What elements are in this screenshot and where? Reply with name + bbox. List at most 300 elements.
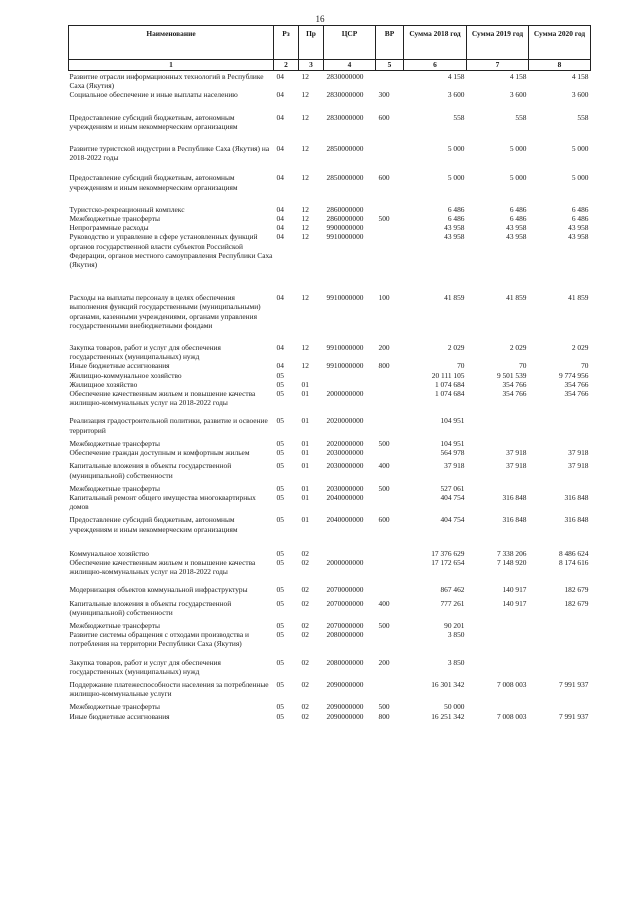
cell-sum-2018: 104 951	[440, 416, 465, 426]
cell-csr: 2040000000	[326, 492, 364, 502]
cell-vr	[376, 493, 404, 511]
cell-name: Капитальный ремонт общего имущества многоквартирных домов	[69, 492, 256, 512]
cell-rz: 05	[276, 515, 284, 525]
cell-rz: 05	[276, 448, 284, 458]
cell-csr: 2080000000	[326, 657, 364, 667]
cell-sum-2018: 2 029	[447, 343, 465, 353]
cell-vr	[376, 576, 404, 594]
col-header-rz: Рз	[274, 26, 299, 60]
table-row	[69, 595, 591, 617]
cell-sum-2019: 9 501 539	[496, 370, 527, 380]
cell-sum-2018: 5 000	[447, 144, 465, 154]
cell-sum-2020	[529, 649, 591, 676]
cell-sum-2018: 17 376 629	[431, 548, 465, 558]
cell-name: Межбюджетные трансферты	[69, 438, 160, 448]
cell-sum-2019: 2 029	[509, 343, 527, 353]
cell-pr: 12	[301, 204, 309, 214]
cell-rz: 05	[276, 461, 284, 471]
cell-rz: 04	[276, 112, 284, 122]
cell-sum-2020: 2 029	[571, 343, 589, 353]
cell-sum-2020: 70	[581, 361, 589, 371]
cell-sum-2018: 16 251 342	[431, 711, 465, 721]
cell-csr: 2090000000	[326, 711, 364, 721]
cell-sum-2018: 404 754	[440, 515, 465, 525]
cell-pr: 01	[301, 448, 309, 458]
cell-sum-2019: 140 917	[502, 598, 527, 608]
cell-name: Иные бюджетные ассигнования	[69, 711, 170, 721]
cell-sum-2018: 564 978	[440, 448, 465, 458]
cell-sum-2020	[529, 630, 591, 648]
cell-vr	[376, 534, 404, 558]
cell-sum-2020: 37 918	[568, 461, 589, 471]
cell-sum-2018: 17 172 654	[431, 557, 465, 567]
col-number: 1	[69, 60, 274, 71]
cell-rz: 04	[276, 232, 284, 242]
cell-sum-2019: 7 008 003	[496, 711, 527, 721]
cell-sum-2019: 4 158	[509, 72, 527, 81]
cell-rz: 05	[276, 679, 284, 689]
cell-sum-2020: 316 848	[564, 492, 589, 502]
cell-csr: 2020000000	[326, 416, 364, 426]
table-row	[69, 712, 591, 721]
cell-sum-2018: 16 301 342	[431, 679, 465, 689]
cell-name: Межбюджетные трансферты	[69, 702, 160, 712]
cell-sum-2019: 354 766	[502, 379, 527, 389]
cell-sum-2019	[467, 435, 529, 448]
cell-vr	[376, 232, 404, 269]
col-number: 4	[324, 60, 376, 71]
cell-sum-2020	[529, 617, 591, 630]
cell-sum-2020: 5 000	[571, 144, 589, 154]
cell-sum-2019	[467, 617, 529, 630]
cell-sum-2018: 558	[453, 112, 465, 122]
cell-csr: 2090000000	[326, 679, 364, 689]
cell-vr	[376, 389, 404, 407]
table-row	[69, 214, 591, 223]
table-row	[69, 676, 591, 698]
cell-rz: 05	[276, 585, 284, 595]
cell-rz: 04	[276, 204, 284, 214]
cell-name: Поддержание платежеспособности населения за потребленные жилищно-коммунальные услуги	[69, 679, 269, 699]
cell-pr: 12	[301, 223, 309, 233]
cell-vr: 400	[378, 461, 390, 471]
cell-sum-2018: 90 201	[444, 620, 465, 630]
cell-vr: 400	[378, 598, 390, 608]
cell-vr	[376, 371, 404, 380]
cell-csr: 2030000000	[326, 461, 364, 471]
cell-sum-2020: 37 918	[568, 448, 589, 458]
cell-name: Жилищно-коммунальное хозяйство	[69, 370, 182, 380]
header-row	[69, 26, 591, 60]
cell-name: Капитальные вложения в объекты государственной (муниципальной) собственности	[69, 461, 232, 480]
cell-vr: 200	[378, 343, 390, 353]
cell-csr: 2860000000	[326, 214, 364, 224]
cell-rz: 05	[276, 598, 284, 608]
col-header-vr: ВР	[376, 26, 404, 60]
cell-pr: 02	[301, 548, 309, 558]
table-row	[69, 90, 591, 99]
cell-csr: 2000000000	[326, 557, 364, 567]
cell-rz: 04	[276, 343, 284, 353]
cell-sum-2019: 43 958	[506, 232, 527, 242]
cell-sum-2018: 50 000	[444, 702, 465, 712]
cell-vr: 100	[378, 293, 390, 303]
cell-csr	[324, 371, 376, 380]
table-row	[69, 380, 591, 389]
cell-sum-2020: 41 859	[568, 293, 589, 303]
cell-sum-2018: 3 850	[447, 630, 465, 640]
table-row	[69, 371, 591, 380]
cell-name: Обеспечение граждан доступным и комфортным жильем	[69, 448, 250, 458]
table-row	[69, 162, 591, 191]
cell-sum-2019: 6 486	[509, 214, 527, 224]
cell-sum-2018: 41 859	[444, 293, 465, 303]
cell-pr: 01	[301, 416, 309, 426]
cell-sum-2019: 37 918	[506, 448, 527, 458]
cell-sum-2018: 777 261	[440, 598, 465, 608]
cell-sum-2020: 43 958	[568, 223, 589, 233]
cell-pr: 02	[301, 620, 309, 630]
cell-sum-2020: 7 991 937	[558, 711, 589, 721]
cell-sum-2020: 182 679	[564, 585, 589, 595]
cell-name: Социальное обеспечение и иные выплаты населению	[69, 90, 238, 100]
cell-sum-2020: 6 486	[571, 204, 589, 214]
cell-pr: 02	[301, 557, 309, 567]
cell-sum-2020: 182 679	[564, 598, 589, 608]
cell-rz: 05	[276, 657, 284, 667]
table-row	[69, 389, 591, 407]
cell-sum-2019: 70	[519, 361, 527, 371]
table-row	[69, 448, 591, 457]
cell-pr: 12	[301, 112, 309, 122]
cell-name: Предоставление субсидий бюджетным, автономным учреждениям и иным некоммерческим организациям	[69, 112, 238, 131]
cell-rz: 04	[276, 223, 284, 233]
cell-rz: 05	[276, 557, 284, 567]
table-row	[69, 131, 591, 162]
cell-sum-2018: 1 074 684	[434, 379, 465, 389]
table-row	[69, 361, 591, 370]
cell-csr: 9900000000	[326, 223, 364, 233]
table-row	[69, 100, 591, 131]
cell-vr: 200	[378, 657, 390, 667]
cell-pr: 01	[301, 461, 309, 471]
cell-name: Межбюджетные трансферты	[69, 214, 160, 224]
cell-csr: 9910000000	[326, 232, 364, 242]
table-row	[69, 435, 591, 448]
cell-csr: 2850000000	[326, 173, 364, 183]
col-number: 2	[274, 60, 299, 71]
budget-table	[68, 25, 591, 721]
col-header-sum-2018: Сумма 2018 год	[404, 26, 467, 60]
col-number: 3	[299, 60, 324, 71]
cell-name: Обеспечение качественным жильем и повышение качества жилищно-коммунальных услуг на 2018-2022 годы	[69, 389, 256, 408]
cell-sum-2020: 354 766	[564, 379, 589, 389]
cell-pr	[299, 371, 324, 380]
cell-name: Непрограммные расходы	[69, 223, 149, 233]
cell-rz: 05	[276, 492, 284, 502]
cell-sum-2019: 43 958	[506, 223, 527, 233]
cell-name: Развитие отрасли информационных технологий в Республике Саха (Якутия)	[69, 72, 264, 91]
cell-name: Капитальные вложения в объекты государственной (муниципальной) собственности	[69, 598, 232, 617]
cell-sum-2019: 3 600	[509, 90, 527, 100]
cell-rz: 04	[276, 214, 284, 224]
col-number: 7	[467, 60, 529, 71]
cell-rz: 05	[276, 416, 284, 426]
cell-sum-2019	[467, 649, 529, 676]
cell-csr: 2070000000	[326, 598, 364, 608]
cell-pr: 01	[301, 379, 309, 389]
cell-pr: 02	[301, 679, 309, 689]
cell-sum-2018: 104 951	[440, 438, 465, 448]
col-number: 8	[529, 60, 591, 71]
cell-sum-2020	[529, 435, 591, 448]
cell-name: Закупка товаров, работ и услуг для обеспечения государственных (муниципальных) нужд	[69, 343, 221, 362]
cell-sum-2019: 7 148 920	[496, 557, 527, 567]
cell-sum-2019: 316 848	[502, 492, 527, 502]
cell-sum-2019: 7 008 003	[496, 679, 527, 689]
col-header-csr: ЦСР	[324, 26, 376, 60]
cell-sum-2020: 8 486 624	[558, 548, 589, 558]
cell-sum-2020: 5 000	[571, 173, 589, 183]
cell-sum-2018: 5 000	[447, 173, 465, 183]
cell-vr	[376, 676, 404, 698]
cell-name: Обеспечение качественным жильем и повышение качества жилищно-коммунальных услуг на 2018-2022 годы	[69, 557, 256, 577]
cell-pr: 02	[301, 702, 309, 712]
table-row	[69, 269, 591, 330]
col-header-name: Наименование	[69, 26, 274, 60]
cell-sum-2019: 558	[515, 112, 527, 122]
cell-sum-2020: 7 991 937	[558, 679, 589, 689]
cell-pr: 12	[301, 144, 309, 154]
table-row	[69, 192, 591, 214]
cell-pr: 02	[301, 657, 309, 667]
table-row	[69, 698, 591, 711]
cell-sum-2018: 6 486	[447, 214, 465, 224]
col-header-sum-2019: Сумма 2019 год	[467, 26, 529, 60]
cell-sum-2018: 3 600	[447, 90, 465, 100]
cell-vr	[376, 448, 404, 457]
cell-vr	[376, 223, 404, 232]
cell-csr: 2070000000	[326, 620, 364, 630]
table-body	[69, 71, 591, 721]
cell-csr: 2030000000	[326, 448, 364, 458]
cell-pr: 12	[301, 173, 309, 183]
cell-name: Межбюджетные трансферты	[69, 620, 160, 630]
cell-vr	[376, 407, 404, 434]
cell-pr: 12	[301, 343, 309, 353]
cell-sum-2019: 41 859	[506, 293, 527, 303]
cell-name: Расходы на выплаты персоналу в целях обеспечения выполнения функций государственными (муниципальными) органами, казенными учреждениями, органами управления государственными внебюджетными фондами	[69, 293, 261, 330]
cell-sum-2018: 43 958	[444, 232, 465, 242]
cell-pr: 01	[301, 515, 309, 525]
cell-sum-2019	[467, 698, 529, 711]
cell-csr: 2830000000	[326, 90, 364, 100]
cell-sum-2020	[529, 480, 591, 493]
cell-sum-2019: 5 000	[509, 144, 527, 154]
cell-rz: 05	[276, 548, 284, 558]
cell-rz: 04	[276, 173, 284, 183]
col-header-sum-2020: Сумма 2020 год	[529, 26, 591, 60]
table-row	[69, 457, 591, 479]
cell-sum-2019: 37 918	[506, 461, 527, 471]
cell-pr: 02	[301, 585, 309, 595]
cell-csr: 2830000000	[326, 112, 364, 122]
cell-name: Реализация градостроительной политики, развитие и освоение территорий	[69, 416, 268, 435]
cell-csr: 2860000000	[326, 204, 364, 214]
cell-name: Развитие системы обращения с отходами производства и потребления на территории Республики Саха (Якутия)	[69, 630, 249, 649]
cell-sum-2019: 140 917	[502, 585, 527, 595]
cell-vr	[376, 192, 404, 214]
cell-csr: 2000000000	[326, 389, 364, 399]
cell-sum-2020: 316 848	[564, 515, 589, 525]
cell-sum-2019: 5 000	[509, 173, 527, 183]
cell-vr: 500	[378, 483, 390, 493]
cell-sum-2018: 37 918	[444, 461, 465, 471]
cell-vr: 300	[378, 90, 390, 100]
cell-sum-2020	[529, 698, 591, 711]
cell-name: Межбюджетные трансферты	[69, 483, 160, 493]
table-row	[69, 558, 591, 576]
cell-vr: 500	[378, 214, 390, 224]
cell-vr: 500	[378, 620, 390, 630]
cell-sum-2020: 6 486	[571, 214, 589, 224]
cell-vr: 500	[378, 702, 390, 712]
cell-csr: 2850000000	[326, 144, 364, 154]
cell-sum-2018: 4 158	[447, 72, 465, 81]
cell-rz: 05	[276, 438, 284, 448]
cell-name: Предоставление субсидий бюджетным, автономным учреждениям и иным некоммерческим организациям	[69, 515, 238, 534]
cell-sum-2018: 867 462	[440, 585, 465, 595]
cell-csr: 2040000000	[326, 515, 364, 525]
cell-sum-2018: 43 958	[444, 223, 465, 233]
cell-sum-2019	[467, 480, 529, 493]
col-number: 6	[404, 60, 467, 71]
cell-sum-2020: 9 774 956	[558, 370, 589, 380]
cell-vr: 800	[378, 711, 390, 721]
cell-rz: 05	[276, 389, 284, 399]
cell-pr: 12	[301, 361, 309, 371]
cell-rz: 05	[276, 630, 284, 640]
table-row	[69, 232, 591, 269]
cell-sum-2018: 3 850	[447, 657, 465, 667]
cell-sum-2020: 354 766	[564, 389, 589, 399]
cell-vr	[376, 558, 404, 576]
cell-sum-2020: 4 158	[571, 72, 589, 81]
cell-rz: 05	[276, 702, 284, 712]
cell-rz: 04	[276, 293, 284, 303]
col-header-pr: Пр	[299, 26, 324, 60]
table-row	[69, 407, 591, 434]
col-number: 5	[376, 60, 404, 71]
cell-pr: 12	[301, 72, 309, 81]
cell-rz: 04	[276, 72, 284, 81]
table-row	[69, 511, 591, 533]
cell-vr	[376, 71, 404, 91]
cell-csr: 2070000000	[326, 585, 364, 595]
cell-name: Иные бюджетные ассигнования	[69, 361, 170, 371]
cell-name: Коммунальное хозяйство	[69, 548, 149, 558]
cell-csr: 2090000000	[326, 702, 364, 712]
cell-sum-2020: 558	[577, 112, 589, 122]
cell-pr: 01	[301, 492, 309, 502]
cell-sum-2018: 1 074 684	[434, 389, 465, 399]
table-row	[69, 223, 591, 232]
cell-vr: 600	[378, 515, 390, 525]
cell-csr	[324, 534, 376, 558]
table-row	[69, 649, 591, 676]
cell-sum-2020: 8 174 616	[558, 557, 589, 567]
cell-csr: 9910000000	[326, 343, 364, 353]
cell-sum-2019	[467, 630, 529, 648]
cell-pr: 01	[301, 389, 309, 399]
table-header	[69, 26, 591, 71]
cell-csr	[324, 380, 376, 389]
cell-pr: 12	[301, 293, 309, 303]
cell-sum-2020: 43 958	[568, 232, 589, 242]
cell-vr: 600	[378, 112, 390, 122]
table-row	[69, 330, 591, 361]
cell-vr	[376, 131, 404, 162]
cell-pr: 01	[301, 438, 309, 448]
cell-name: Руководство и управление в сфере установленных функций органов государственной власти субъектов Российской Федерации, органов местного самоуправления Республики Саха (Якутия)	[69, 232, 273, 270]
cell-name: Предоставление субсидий бюджетным, автономным учреждениям и иным некоммерческим организациям	[69, 173, 238, 192]
table-row	[69, 493, 591, 511]
column-number-row	[69, 60, 591, 71]
cell-pr: 01	[301, 483, 309, 493]
cell-vr: 800	[378, 361, 390, 371]
page-number: 16	[315, 14, 325, 24]
cell-rz: 05	[276, 370, 284, 380]
cell-csr: 2830000000	[326, 72, 364, 81]
cell-rz: 05	[276, 379, 284, 389]
cell-csr: 2020000000	[326, 438, 364, 448]
cell-csr: 9910000000	[326, 361, 364, 371]
table-row	[69, 71, 591, 91]
cell-vr	[376, 630, 404, 648]
cell-sum-2019: 354 766	[502, 389, 527, 399]
cell-sum-2018: 6 486	[447, 204, 465, 214]
cell-name: Модернизация объектов коммунальной инфраструктуры	[69, 585, 248, 595]
cell-vr: 600	[378, 173, 390, 183]
cell-vr: 500	[378, 438, 390, 448]
table-row	[69, 617, 591, 630]
cell-rz: 05	[276, 620, 284, 630]
cell-csr: 2080000000	[326, 630, 364, 640]
cell-sum-2019	[467, 407, 529, 434]
cell-pr: 02	[301, 711, 309, 721]
cell-rz: 04	[276, 361, 284, 371]
cell-rz: 04	[276, 144, 284, 154]
cell-pr: 12	[301, 232, 309, 242]
cell-rz: 05	[276, 483, 284, 493]
cell-pr: 12	[301, 90, 309, 100]
cell-rz: 05	[276, 711, 284, 721]
table-row	[69, 630, 591, 648]
cell-sum-2018: 70	[457, 361, 465, 371]
table-row	[69, 480, 591, 493]
cell-pr: 02	[301, 598, 309, 608]
cell-rz: 04	[276, 90, 284, 100]
table-row	[69, 576, 591, 594]
cell-sum-2020	[529, 407, 591, 434]
cell-vr	[376, 380, 404, 389]
cell-csr: 2030000000	[326, 483, 364, 493]
cell-sum-2019: 7 338 206	[496, 548, 527, 558]
table-row	[69, 534, 591, 558]
cell-sum-2020: 3 600	[571, 90, 589, 100]
cell-sum-2018: 20 111 105	[431, 370, 465, 380]
cell-sum-2018: 404 754	[440, 492, 465, 502]
